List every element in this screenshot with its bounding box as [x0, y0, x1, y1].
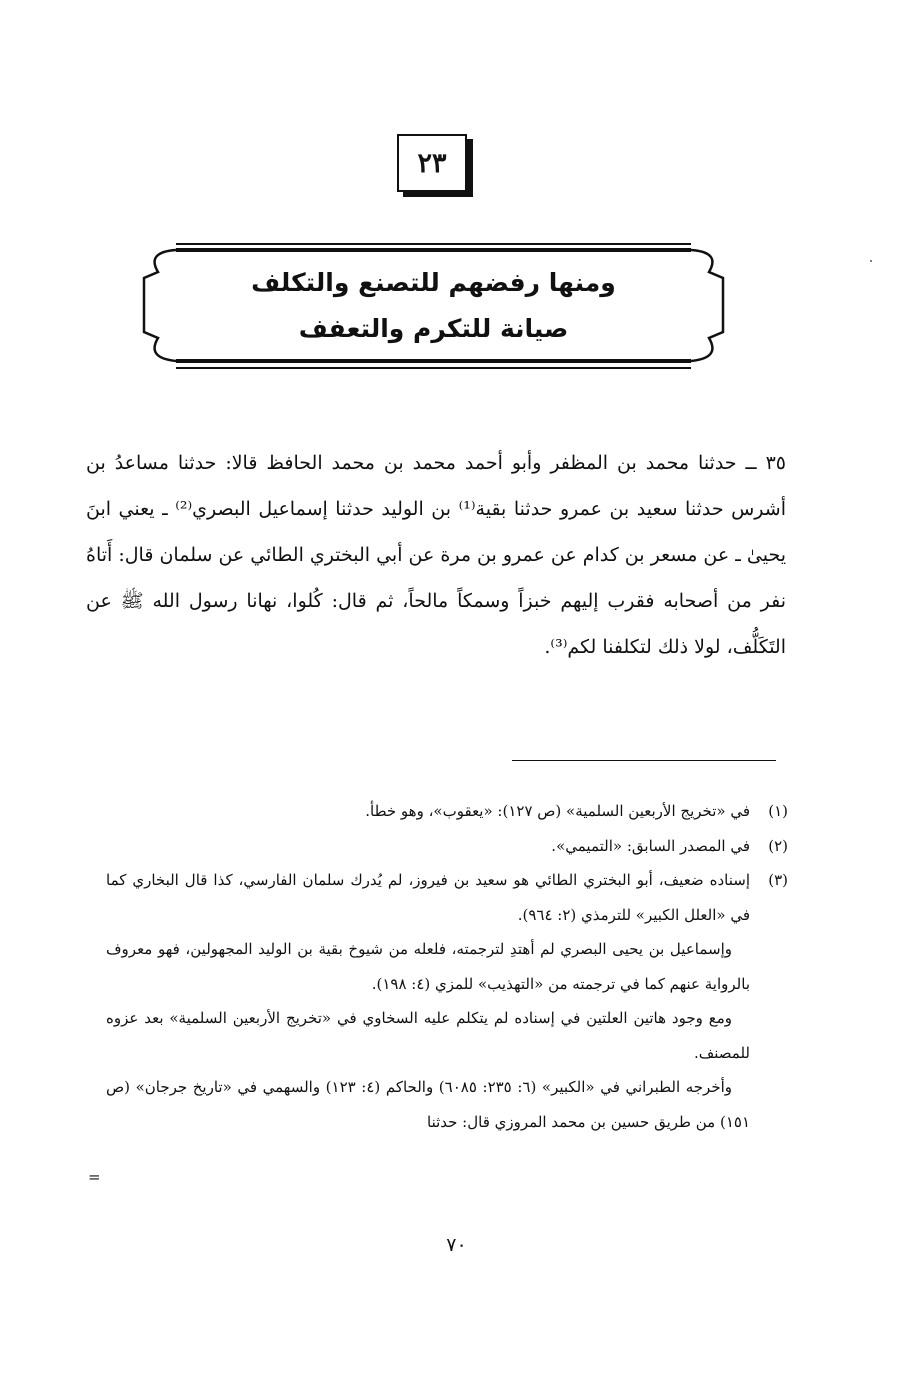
ornamental-frame — [136, 240, 731, 376]
footnote-text: إسناده ضعيف، أبو البختري الطائي هو سعيد بن فيروز، لم يُدرك سلمان الفارسي، كذا قال البخاري كما في «العلل الكبير» للترمذي (٢: ٩٦٤). — [106, 871, 750, 924]
speck — [870, 260, 872, 262]
footnote-3 — [106, 863, 788, 932]
footnote-3-paragraph-2: ومع وجود هاتين العلتين في إسناده لم يتكلم عليه السخاوي في «تخريج الأربعين السلمية» بعد عزوه للمصنف. — [106, 1009, 750, 1062]
footnote-number: (١) — [768, 802, 788, 820]
hadith-text: ٣٥ ــ حدثنا محمد بن المظفر وأبو أحمد محمد بن محمد الحافظ قالا: حدثنا مساعدُ بن أشرس حدثنا سعيد بن عمرو حدثنا بقية⁽¹⁾ بن الوليد حدثنا إسماعيل البصري⁽²⁾ ـ يعني ابنَ يحيىٰ ـ عن مسعر بن كدام عن عمرو بن مرة عن أبي البختري الطائي عن سلمان قال: أَتاهُ نفر من أصحابه فقرب إليهم خبزاً وسمكاً مالحاً، ثم قال: كُلوا، نهانا رسول الله ﷺ عن التَكَلُّف، لولا ذلك لتكلفنا لكم⁽³⁾. — [86, 452, 786, 658]
continuation-mark: = — [88, 1168, 101, 1186]
footnote-3-paragraph-3: وأخرجه الطبراني في «الكبير» (٦: ٢٣٥: ٦٠٨٥) والحاكم (٤: ١٢٣) والسهمي في «تاريخ جرجان» (ص ١٥١) من طريق حسين بن محمد المروزي قال: حدثنا — [106, 1078, 750, 1131]
page-number: ٧٠ — [446, 1234, 467, 1256]
footnote-2 — [106, 829, 788, 864]
footnote-1 — [106, 794, 788, 829]
title-frame — [136, 240, 731, 376]
footnote-text: في «تخريج الأربعين السلمية» (ص ١٢٧): «يعقوب»، وهو خطأ. — [365, 802, 750, 820]
footnote-separator — [512, 760, 776, 761]
chapter-number-box — [397, 134, 467, 192]
footnote-number: (٣) — [768, 871, 788, 889]
chapter-title-line-1: ومنها رفضهم للتصنع والتكلف — [251, 268, 616, 297]
footnote-3-paragraph-1: وإسماعيل بن يحيى البصري لم أهتدِ لترجمته، فلعله من شيوخ بقية بن الوليد المجهولين، فهو معروف بالرواية عنهم كما في ترجمته من «التهذيب» للمزي (٤: ١٩٨). — [106, 940, 750, 993]
chapter-title-line-2: صيانة للتكرم والتعفف — [298, 314, 569, 343]
chapter-number: ٢٣ — [417, 147, 447, 179]
footnote-text: في المصدر السابق: «التميمي». — [551, 836, 750, 855]
footnotes — [106, 794, 788, 1139]
footnote-number: (٢) — [768, 836, 788, 855]
